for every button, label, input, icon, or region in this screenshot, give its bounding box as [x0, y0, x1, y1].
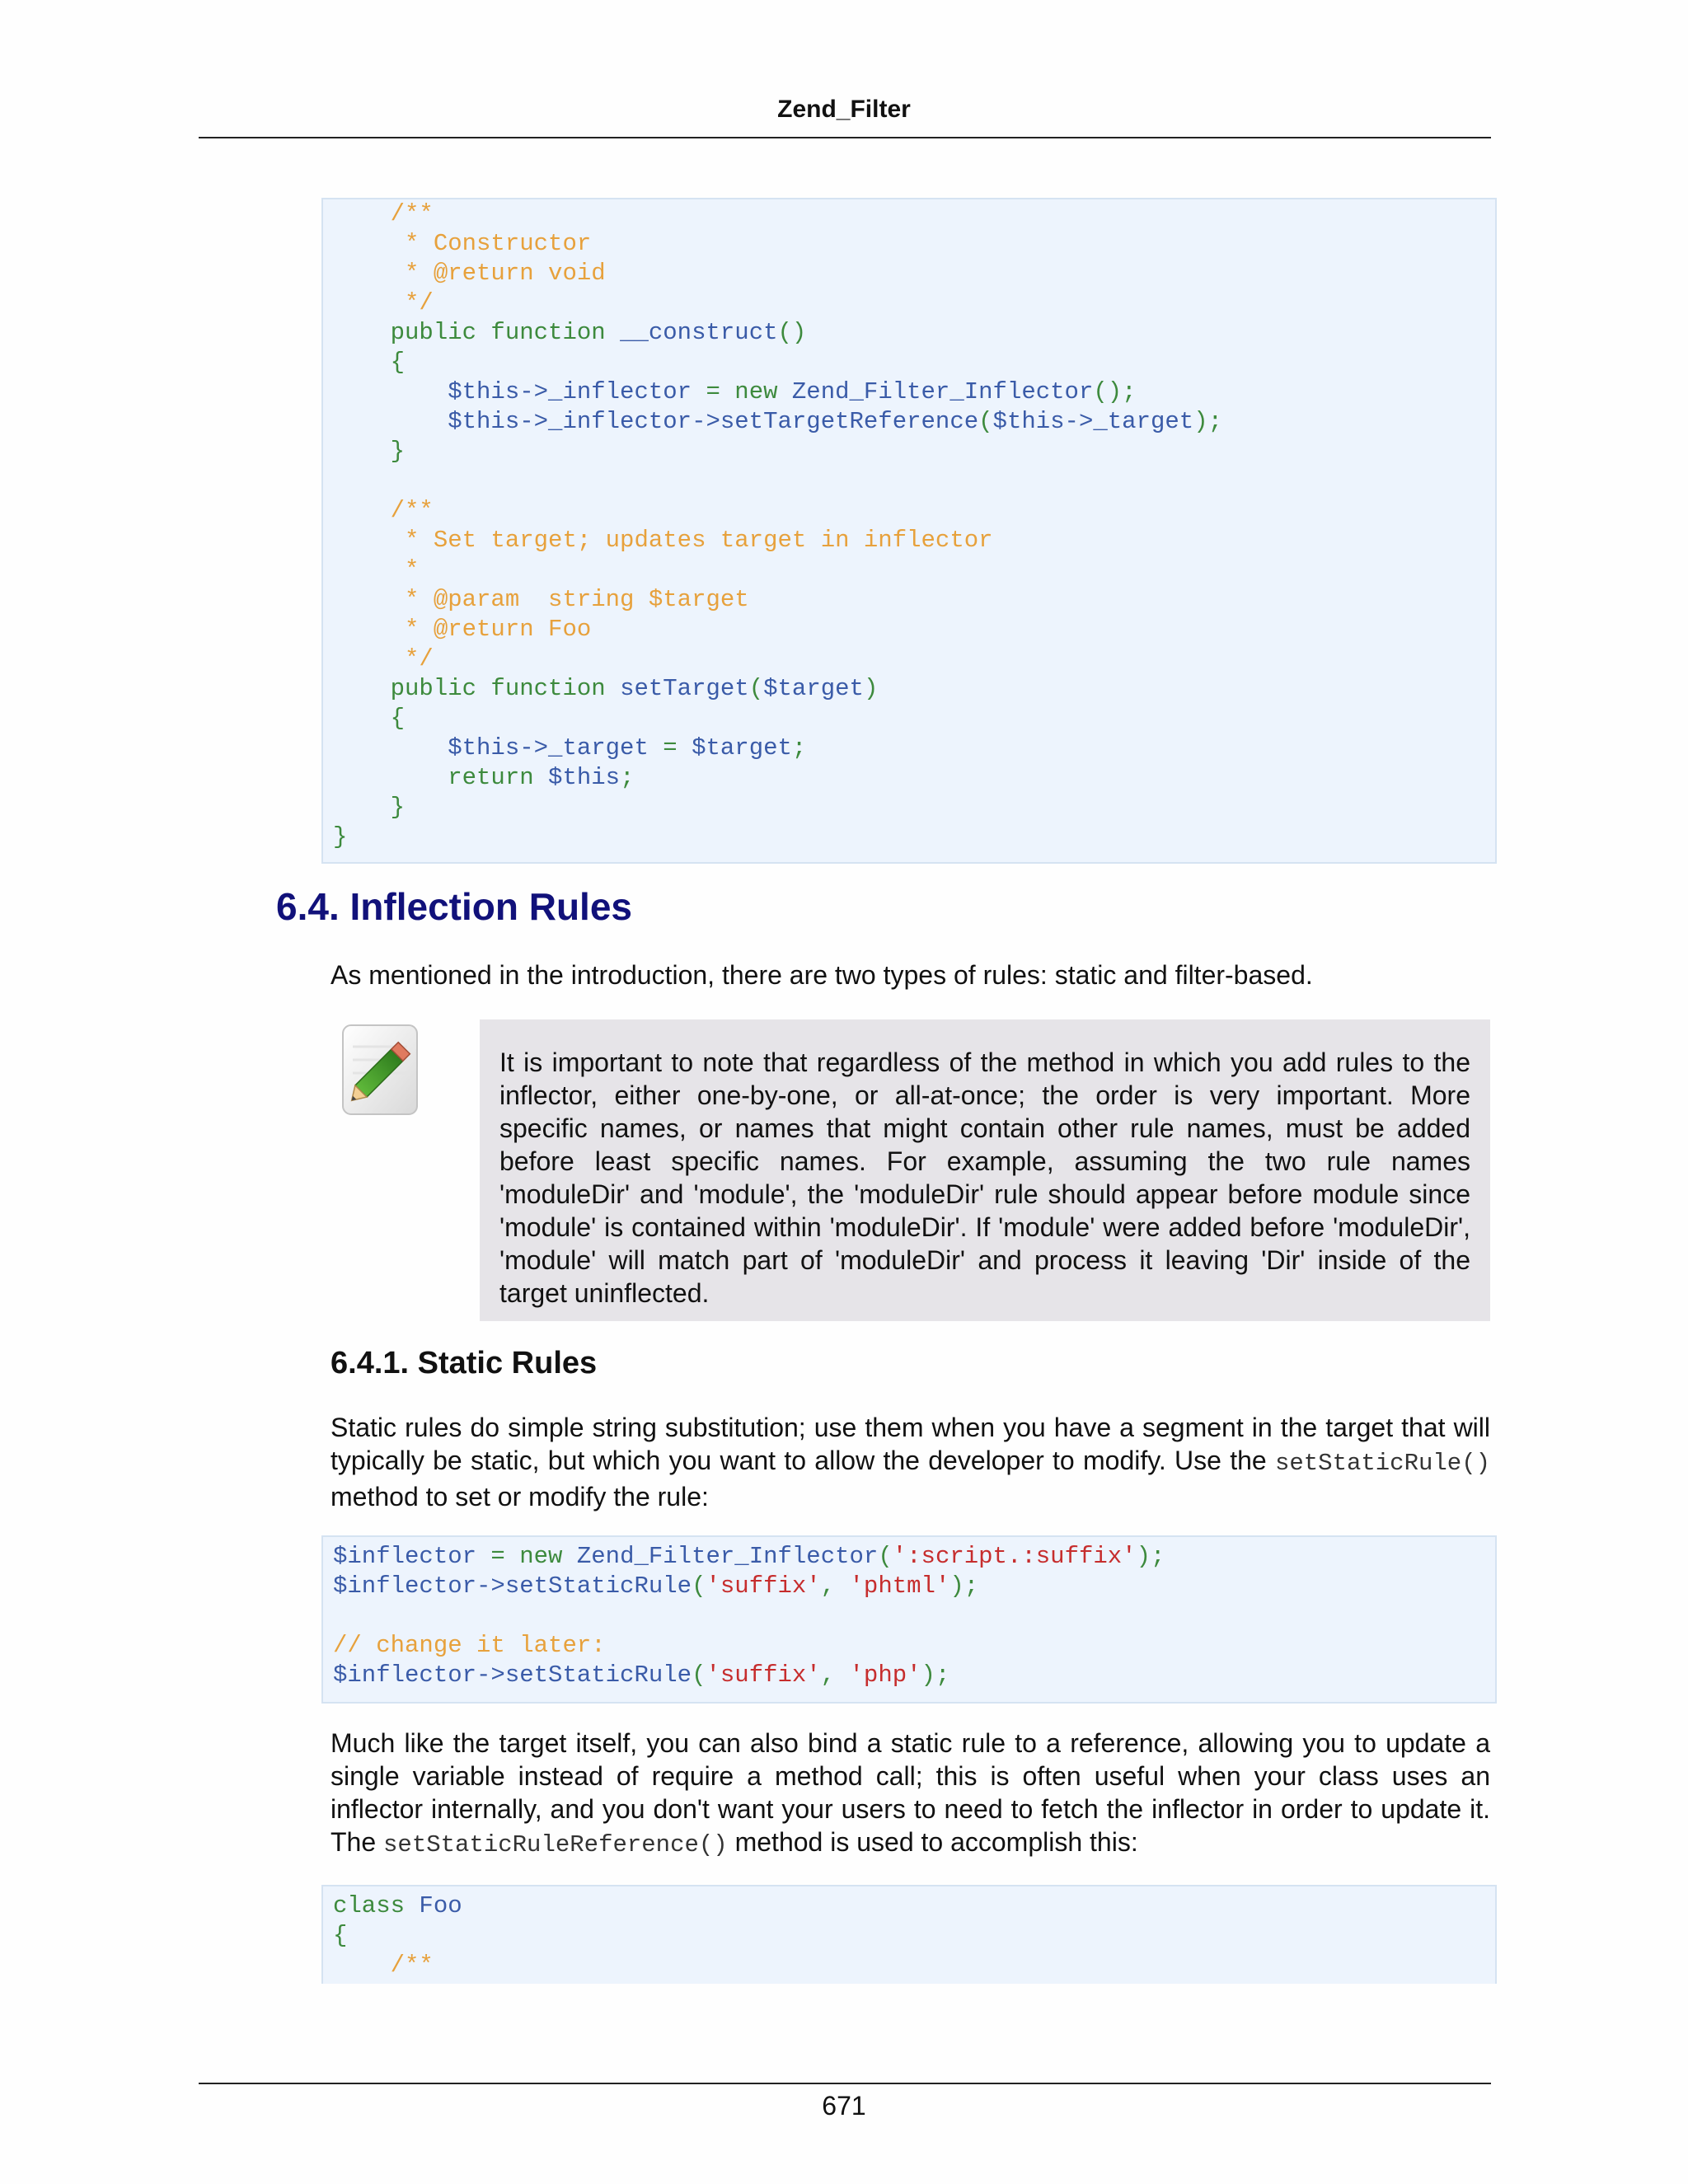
code-token: = new [476, 1543, 577, 1570]
code-line [333, 1921, 1485, 1951]
code-token: return [333, 764, 549, 791]
code-line [333, 644, 1485, 674]
code-token: $target [763, 675, 864, 702]
code-token: */ [333, 645, 434, 673]
code-token: __construct [620, 319, 778, 346]
code-line [333, 1542, 1485, 1572]
code-line [333, 555, 1485, 585]
code-token: ( [692, 1572, 706, 1600]
code-token: $this->_inflector->setTargetReference [333, 408, 979, 435]
code-token: ); [921, 1661, 950, 1689]
reference-text-2: method is used to accomplish this: [727, 1827, 1138, 1857]
code-line [333, 1572, 1485, 1601]
code-token: ); [1136, 1543, 1165, 1570]
code-line [333, 348, 1485, 377]
code-token: { [333, 705, 406, 732]
code-line [333, 674, 1485, 704]
code-line [333, 793, 1485, 823]
code-token: // change it later: [333, 1632, 606, 1659]
code-token: = new [692, 378, 792, 405]
code-line [333, 496, 1485, 526]
code-token: /** [333, 497, 434, 524]
page-number: 671 [822, 2091, 866, 2121]
code-token: Zend_Filter_Inflector [576, 1543, 879, 1570]
static-rule-reference-paragraph [331, 1727, 1490, 1862]
footer-divider [199, 2083, 1491, 2084]
code-line [333, 199, 1485, 229]
section-intro: As mentioned in the introduction, there are two types of rules: static and filter-based. [331, 960, 1313, 990]
code-token: () [777, 319, 807, 346]
code-line [333, 377, 1485, 407]
code-token: Foo [419, 1892, 462, 1919]
code-token: ); [950, 1572, 979, 1600]
code-token: $this->_target [992, 408, 1194, 435]
code-line [333, 407, 1485, 437]
code-line [333, 1661, 1485, 1690]
code-token: $inflector->setStaticRule [333, 1572, 692, 1600]
code-token: $target [692, 734, 792, 762]
reference-text-1: Much like the target itself, you can also bind a static rule to a reference, allowing you to update a single variable instead of require a method call; this is often useful when your class uses an inflector internally, and you don't want your users to need to fetch the inflector in order to update it. The [331, 1728, 1490, 1857]
code-token: } [333, 794, 406, 821]
code-token: 'php' [849, 1661, 921, 1689]
code-block-static-rule [321, 1535, 1497, 1704]
code-line [333, 1951, 1485, 1980]
code-token: $this->_inflector [333, 378, 692, 405]
code-line [333, 318, 1485, 348]
code-token: * @param string $target [333, 586, 749, 613]
code-token: class [333, 1892, 420, 1919]
code-token: * @return Foo [333, 616, 592, 643]
code-token: , [820, 1572, 850, 1600]
code-token: * Constructor [333, 230, 592, 257]
code-line [333, 585, 1485, 615]
note-pencil-icon [336, 1022, 425, 1119]
static-rules-paragraph [331, 1411, 1490, 1513]
code-line [333, 466, 1485, 496]
code-token: Zend_Filter_Inflector [791, 378, 1094, 405]
code-token: (); [1093, 378, 1137, 405]
code-token: ; [620, 764, 635, 791]
code-token: $this->_target [333, 734, 649, 762]
code-token: public function [333, 319, 621, 346]
static-rules-text-2: method to set or modify the rule: [331, 1482, 709, 1511]
code-token: * Set target; updates target in inflector [333, 527, 993, 554]
code-line [333, 288, 1485, 318]
code-line [333, 1601, 1485, 1631]
code-line [333, 823, 1485, 852]
code-token: { [333, 1922, 348, 1949]
code-block-class-foo [321, 1885, 1497, 1984]
code-token: } [333, 438, 406, 465]
code-token: ':script.:suffix' [892, 1543, 1137, 1570]
code-token: public function [333, 675, 621, 702]
code-line [333, 229, 1485, 259]
code-token: ( [978, 408, 993, 435]
code-token: ; [791, 734, 807, 762]
code-token: ( [692, 1661, 706, 1689]
note-box: It is important to note that regardless of the method in which you add rules to the inflector, either one-by-one, or all-at-once; the order is very important. More specific names, or names that might contain other rule names, must be added before least specific names. For example, assuming the two rule names 'moduleDir' and 'module', the 'moduleDir' rule should appear before module since 'module' is contained within 'moduleDir'. If 'module' were added before 'moduleDir', 'module' will match part of 'moduleDir' and process it leaving 'Dir' inside of the target uninflected. [480, 1019, 1490, 1321]
set-static-rule-reference-code: setStaticRuleReference() [383, 1831, 728, 1858]
code-line [333, 526, 1485, 555]
code-line [333, 733, 1485, 763]
static-rules-text-1: Static rules do simple string substitution; use them when you have a segment in the target that will typically be static, but which you want to allow the developer to modify. Use the [331, 1413, 1490, 1475]
code-token: ( [748, 675, 764, 702]
code-token: = [648, 734, 692, 762]
code-line [333, 704, 1485, 733]
set-static-rule-code: setStaticRule() [1274, 1450, 1490, 1477]
page-header-title: Zend_Filter [777, 96, 911, 123]
code-token: setTarget [620, 675, 749, 702]
subsection-heading: 6.4.1. Static Rules [331, 1346, 598, 1380]
code-token: /** [333, 1952, 434, 1979]
code-line [333, 437, 1485, 466]
code-token: , [820, 1661, 850, 1689]
code-token: } [333, 823, 348, 851]
code-token: 'suffix' [706, 1572, 821, 1600]
code-token: 'suffix' [706, 1661, 821, 1689]
code-token: * @return void [333, 260, 606, 287]
code-token: $inflector [333, 1543, 477, 1570]
code-token: 'phtml' [849, 1572, 950, 1600]
code-token: ( [878, 1543, 893, 1570]
header-divider [199, 137, 1491, 138]
code-line [333, 1631, 1485, 1661]
code-token: ); [1193, 408, 1222, 435]
code-block-constructor [321, 198, 1497, 864]
code-line [333, 259, 1485, 288]
code-token: ) [863, 675, 879, 702]
code-token: /** [333, 200, 434, 227]
code-token: */ [333, 289, 434, 316]
code-line [333, 1891, 1485, 1921]
code-token: $this [548, 764, 621, 791]
section-heading: 6.4. Inflection Rules [276, 885, 632, 928]
code-token: { [333, 349, 406, 376]
code-line [333, 763, 1485, 793]
code-token: $inflector->setStaticRule [333, 1661, 692, 1689]
code-line [333, 615, 1485, 644]
code-token: * [333, 556, 420, 583]
